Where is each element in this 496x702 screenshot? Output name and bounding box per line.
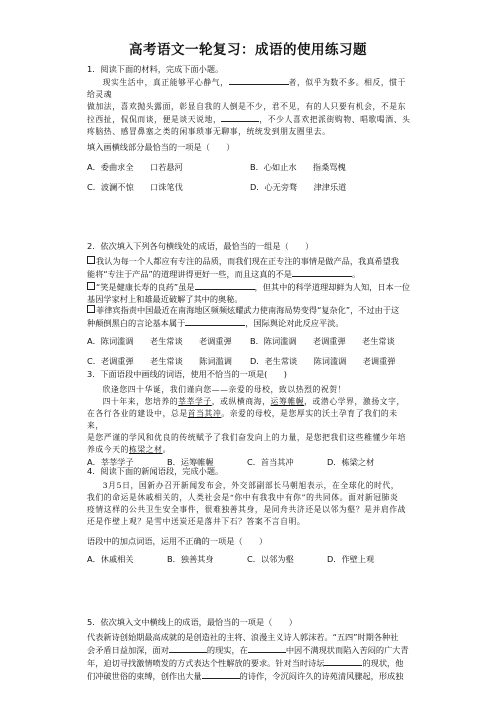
q1-stem: 1．阅读下面的材料，完成下面小题。: [87, 64, 224, 74]
q2-stem: 2．依次填入下列各句横线处的成语，最恰当的一组是（ ）: [87, 241, 314, 251]
q4-ask: 语段中的加点词语，运用不正确的一项是（ ）: [87, 536, 268, 547]
document-title: 高考语文一轮复习：成语的使用练习题: [129, 42, 367, 58]
q2-s2b: ，但其中的科学道理却鲜为人知，日本一位: [254, 281, 411, 292]
q3-line-4: 是您严谨的学风和优良的传统赋予了我们奋发向上的力量，是您把我们这些稚懂少年培: [87, 433, 407, 443]
question-4: [87, 466, 413, 566]
q2-s2c: 基因学家村上和雄最近破解了其中的奥秘。: [87, 293, 243, 304]
q3-underlined-term: 首当其冲: [187, 409, 222, 419]
q4-line-3: 疫情这样的公共卫生安全事件，很难独善其身，是同舟共济还是以邻为壑？是并肩作战: [87, 505, 407, 515]
q2-s3b: 种颠倒黑白的言论基本属于: [87, 318, 186, 329]
square-bullet-icon: [87, 305, 95, 313]
q2-blank-3: [185, 317, 245, 326]
q1-blank-2: [221, 113, 259, 122]
q5-line-2c: 中因不满现状而陷入苦闷的广大青: [285, 644, 409, 655]
q5-line-4b: 的诗作，令沉闷许久的诗苑清风骤起，形成独: [239, 670, 404, 681]
q3-line-3b: 。亲爱的母校，是您厚实的沃土孕育了我们的未来，: [87, 409, 398, 431]
question-1: [87, 64, 413, 194]
q3-option-a: A．莘莘学子: [87, 457, 134, 468]
q1-option-b: B．心如止水 指桑骂槐: [250, 162, 346, 173]
q2-option-b: B．陈词滥调 老调重弹 老生常谈: [250, 336, 395, 347]
q3-line-2b: ，或纵横商海，: [211, 396, 271, 406]
q3-line-2c: ，或潜心学界，激扬文字，: [304, 396, 405, 406]
q5-stem: 5．依次填入文中横线上的成语，最恰当的一项是（ ）: [87, 617, 297, 627]
q3-line-5b: 。: [162, 445, 171, 455]
q4-option-b: B．独善其身: [167, 554, 214, 565]
q1-para2: 做加法，喜欢抛头露面，彰显自我的人倒是不少，君不见，有的人只要有机会，不是东: [87, 102, 407, 112]
q2-blank-2: [195, 281, 255, 290]
q2-option-a: A．陈词滥调 老生常谈 老调重弹: [87, 336, 232, 347]
q2-s2a: “笑是健康长寿的良药”虽是: [96, 281, 195, 292]
q2-option-d: D．老生常谈 陈词滥调 老调重弹: [250, 356, 396, 367]
q4-option-c: C．以邻为壑: [247, 554, 294, 565]
q3-underlined-term: 莘莘学子: [178, 396, 212, 406]
q5-blank-1: [169, 644, 207, 653]
q3-passage: [87, 384, 413, 456]
q4-line-2: 我们的命运是休戚相关的，人类社会是“你中有我我中有你”的共同体。面对新冠肺炎: [87, 492, 399, 502]
q3-option-c: C．首当其冲: [247, 457, 294, 468]
q3-underlined-term: 运筹帷幄: [270, 396, 305, 406]
q4-option-d: D．作壁上观: [327, 554, 375, 565]
q2-s1a: 我认为每一个人都应有专注的品质，而我们现在正专注的事情是做产品，我真希望我: [96, 255, 399, 266]
q5-blank-4: [202, 670, 240, 679]
q1-para3: 拉西扯，侃侃而谈，便是谈天说地，: [87, 115, 222, 125]
q5-blank-3: [324, 657, 362, 666]
q4-line-4: 还是作壁上观？是雪中送炭还是落井下石？答案不言自明。: [87, 517, 306, 527]
q1-passage: [87, 76, 413, 138]
q5-line-4a: 们冲破世俗的束缚，创作出大量: [87, 670, 202, 681]
q3-underlined-term: 栋梁之材: [128, 445, 163, 455]
q1-para3b: ，不少人喜欢把派街购物、唱歌喝酒、头: [259, 115, 411, 125]
q1-option-c: C．波澜不惊 口诛笔伐: [87, 182, 183, 193]
q2-blank-1: [292, 268, 352, 277]
q3-line-2a: 四十年来，您培养的: [102, 396, 179, 406]
q1-para1: 现实生活中，真正能够平心静气，: [102, 77, 229, 87]
q2-s1b: 能将“专注于产品”的道理讲得更好一些，而且这真的不是: [87, 268, 292, 279]
q5-blank-2: [248, 644, 286, 653]
square-bullet-icon: [87, 282, 95, 290]
q2-s3a: 菲律宾指责中国最近在南海地区频频炫耀武力使南海局势变得“复杂化”，不过由于这: [96, 305, 400, 316]
q4-passage: [87, 480, 413, 528]
question-3: [87, 369, 413, 469]
q5-line-2a: 会矛盾日益加深，面对: [87, 644, 169, 655]
square-bullet-icon: [87, 256, 95, 264]
q4-stem: 4．阅读下面的新闻语段，完成小题。: [87, 466, 224, 476]
question-5: [87, 617, 413, 682]
q1-option-d: D．心无旁骛 津津乐道: [250, 182, 347, 193]
q3-stem: 3．下面语段中画线的词语，使用不恰当的一项是( ): [87, 369, 287, 379]
q5-line-3a: 年，迫切寻找激情喷发的方式表达个性解放的要求。针对当时诗坛: [87, 657, 325, 668]
q1-option-a: A．委曲求全 口若悬河: [87, 162, 183, 173]
q4-option-a: A．休戚相关: [87, 554, 134, 565]
q5-line-1: 代表新诗创始期最高成就的是创造社的主将、浪漫主义诗人郭沫若。“五四”时期各种社: [87, 631, 399, 642]
q3-line-3a: 在各行各业的建设中，总是: [87, 409, 188, 419]
question-2: 2．依次填入下列各句横线处的成语，最恰当的一组是（ ） 我认为每一个人都应有专注的品质，而我们现在正专注的事情是做产品，我真希望我 能将“专注于产品”的道理讲得更好一些，而且这真的不是 。 “笑是健康长寿的良药”虽是 ，但其中的科学道理却鲜为人知，日本一位 基因学家村上和雄最近破解了其中的奥秘。 菲律宾指责中国最近在南海地区频频炫耀武力使南海局势变得“复杂化”，不过由于这 种颠倒黑白的言论基本属于 ，国际舆论对此反应平淡。 A．陈词滥调 老生常谈 老调重弹 B．陈词滥调 老调重弹 老生常谈 C．老调重弹 老生常谈 陈词滥调 D．老生常谈 陈词滥调 老调重弹: [87, 241, 413, 368]
q3-line-1: 欣逢您四十华诞，我们谨向您——亲爱的母校，致以热烈的祝贺！: [102, 384, 347, 394]
q2-s3c: ，国际舆论对此反应平淡。: [245, 318, 344, 329]
q1-para4: 疼脑热、感冒鼻塞之类的闲事琐事无聊事，统统发到朋友圈里去。: [87, 127, 331, 137]
q1-blank-1: [229, 76, 289, 85]
q3-line-5a: 养成今天的: [87, 445, 129, 455]
q3-option-b: B．运筹帷幄: [167, 457, 214, 468]
q5-line-2b: 的现实，在: [206, 644, 248, 655]
q2-option-c: C．老调重弹 老生常谈 陈词滥调: [87, 356, 232, 367]
q3-option-d: D．栋梁之材: [327, 457, 375, 468]
q1-ask: 填入画横线部分最恰当的一项是（ ）: [87, 142, 235, 153]
q5-line-3b: 的现状，他: [362, 657, 404, 668]
q1-para1b: 者，似乎为数不多。相反，惯于给灵魂: [87, 77, 407, 99]
q4-line-1: 3月5日，国新办召开新闻发布会，外交部副部长马朝旭表示，在全球化的时代，: [102, 480, 400, 490]
